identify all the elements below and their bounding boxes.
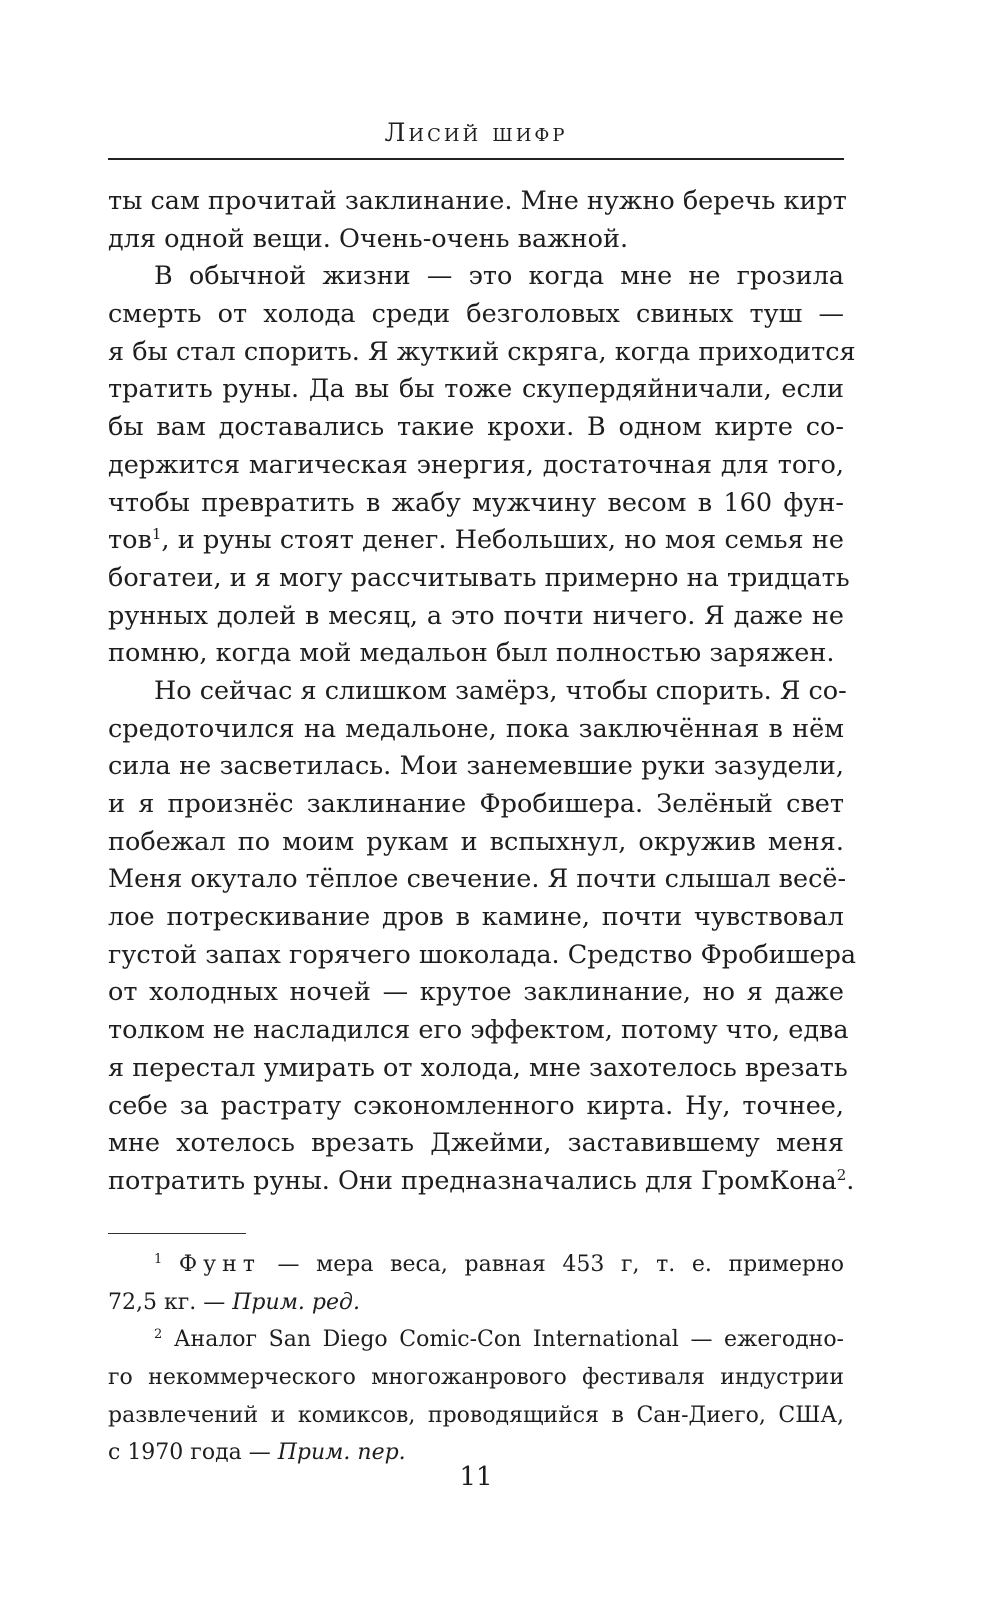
text-line: Но сейчас я слишком замёрз, чтобы спорить. Я со- [154,675,847,706]
text-line: толком не насладился его эффектом, потому что, едва [108,1015,849,1046]
footnote-source: Прим. ред. [232,1289,360,1315]
text-fragment: тов [108,525,152,556]
text-line: чтобы превратить в жабу мужчину весом в 160 фун- [108,487,844,518]
text-line [108,522,844,560]
text-line: себе за растрату сэкономленного кирта. Ну, точнее, [108,1090,844,1121]
text-line: и я произнёс заклинание Фробишера. Зелёный свет [108,789,844,819]
text-fragment: потратить руны. Они предназначались для ГромКона [108,1165,837,1196]
text-line: побежал по моим рукам и вспыхнул, окружив меня. [108,826,844,857]
footnote-1-line [108,1286,844,1324]
text-line: тратить руны. Да вы бы тоже скупердяйничали, если [108,374,844,405]
footnote-source: Прим. пер. [277,1440,406,1466]
body-text [108,183,857,1201]
text-line: рунных долей в месяц, а это почти ничего. Я даже не [108,600,844,631]
footnote-ref-2: 2 [836,1165,847,1184]
text-line: лое потрескивание дров в камине, почти чувствовал [108,902,844,933]
text-line: бы вам доставались такие крохи. В одном кирте со- [108,412,844,443]
footnote-term: Фунт [178,1252,261,1277]
footnote-2 [108,1323,844,1361]
text-line: я перестал умирать от холода, мне захотелось врезать [108,1052,848,1083]
text-line: В обычной жизни — это когда мне не грозила [154,261,844,292]
footnote-2-line: развлечений и комиксов, проводящийся в Сан-Диего, США, [108,1402,844,1428]
footnote-text: с 1970 года — [108,1440,271,1466]
header-rule [108,158,844,160]
text-line: сила не засветилась. Мои занемевшие руки зазудели, [108,751,844,782]
text-line: ты сам прочитай заклинание. Мне нужно беречь кирт [108,186,847,216]
footnotes [108,1248,844,1474]
text-fragment: , и руны стоят денег. Небольших, но моя семья не [161,525,844,556]
footnote-1 [108,1248,844,1286]
text-line: я бы стал спорить. Я жуткий скряга, когда приходится [108,336,856,367]
text-line: помню, когда мой медальон был полностью заряжен. [108,638,835,669]
footnote-ref-1: 1 [151,525,162,544]
text-line: для одной вещи. Очень-очень важной. [108,223,629,254]
footnote-text: Аналог San Diego Comic-Con International — ежегодно- [173,1327,844,1353]
page-number: 11 [459,1462,493,1492]
footnote-text: 72,5 кг. — [108,1289,226,1315]
text-line: смерть от холода среди безголовых свиных туш — [108,299,844,330]
text-line: от холодных ночей — крутое заклинание, но я даже [108,977,844,1008]
text-line [108,1163,855,1201]
text-line: Меня окутало тёплое свечение. Я почти слышал весё- [108,864,847,895]
footnote-2-line: го некоммерческого многожанрового фестиваля индустрии [108,1365,844,1391]
footnote-text: — мера веса, равная 453 г, т. е. примерно [277,1252,844,1277]
text-fragment: . [846,1165,855,1196]
text-line: средоточился на медальоне, пока заключённая в нём [108,713,844,744]
footnote-rule [108,1233,246,1234]
footnote-number: 1 [154,1252,163,1267]
footnote-number: 2 [154,1327,163,1343]
text-line: мне хотелось врезать Джейми, заставившему меня [108,1128,844,1159]
running-head: Лисий шифр [384,118,568,147]
text-line: густой запах горячего шоколада. Средство Фробишера [108,939,857,970]
text-line: богатеи, и я могу рассчитывать примерно на тридцать [108,562,850,593]
text-line: держится магическая энергия, достаточная для того, [108,449,844,480]
